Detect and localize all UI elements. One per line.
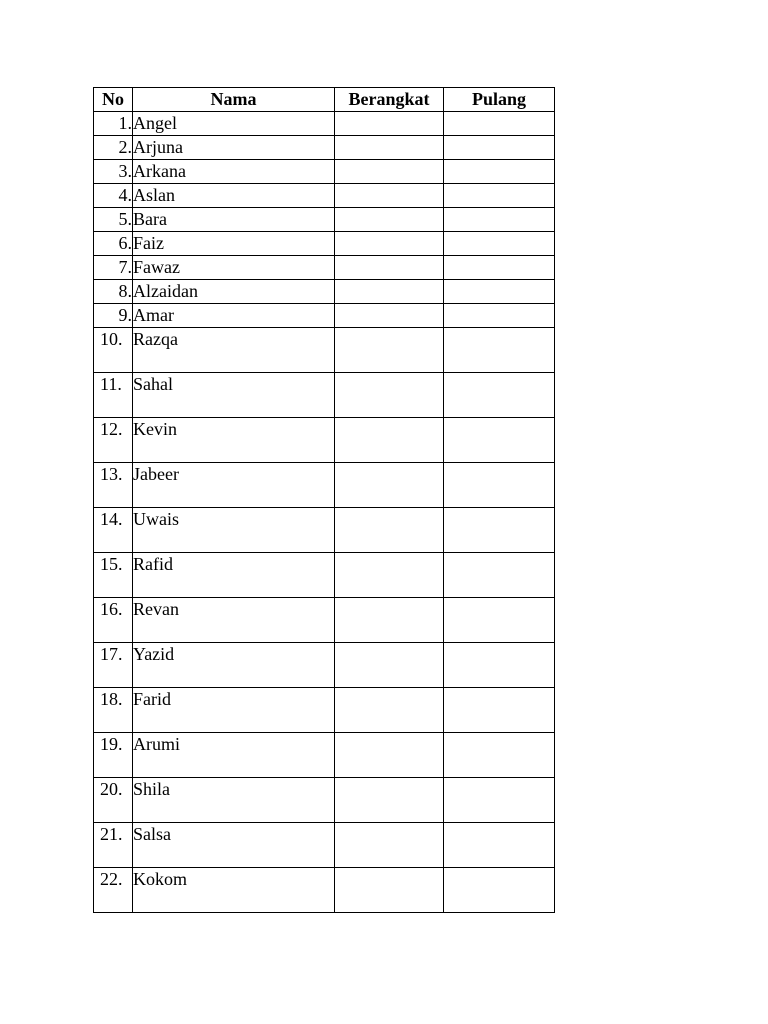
row-name-cell: Razqa: [133, 328, 335, 373]
row-name-cell: Kevin: [133, 418, 335, 463]
row-pulang-cell[interactable]: [444, 868, 555, 913]
table-header-row: [94, 88, 555, 112]
row-pulang-cell[interactable]: [444, 598, 555, 643]
table-row: [94, 688, 555, 733]
row-name-cell: Aslan: [133, 184, 335, 208]
row-number-cell: 1.: [94, 112, 133, 136]
row-number-cell: 8.: [94, 280, 133, 304]
row-name-cell: Salsa: [133, 823, 335, 868]
table-row: [94, 598, 555, 643]
table-row: [94, 304, 555, 328]
row-name-cell: Rafid: [133, 553, 335, 598]
row-number-cell: 16.: [94, 598, 133, 643]
row-berangkat-cell[interactable]: [335, 232, 444, 256]
row-pulang-cell[interactable]: [444, 688, 555, 733]
row-number-cell: 15.: [94, 553, 133, 598]
row-berangkat-cell[interactable]: [335, 208, 444, 232]
row-name-cell: Amar: [133, 304, 335, 328]
row-number-cell: 10.: [94, 328, 133, 373]
row-berangkat-cell[interactable]: [335, 553, 444, 598]
row-number-cell: 4.: [94, 184, 133, 208]
row-berangkat-cell[interactable]: [335, 184, 444, 208]
table-row: [94, 508, 555, 553]
row-berangkat-cell[interactable]: [335, 280, 444, 304]
table-row: [94, 112, 555, 136]
table-row: [94, 184, 555, 208]
table-row: [94, 160, 555, 184]
row-berangkat-cell[interactable]: [335, 733, 444, 778]
row-number-cell: 11.: [94, 373, 133, 418]
row-pulang-cell[interactable]: [444, 508, 555, 553]
table-row: [94, 823, 555, 868]
row-berangkat-cell[interactable]: [335, 508, 444, 553]
row-berangkat-cell[interactable]: [335, 643, 444, 688]
header-berangkat: Berangkat: [335, 88, 444, 112]
row-pulang-cell[interactable]: [444, 304, 555, 328]
table-row: [94, 208, 555, 232]
table-row: [94, 136, 555, 160]
row-number-cell: 14.: [94, 508, 133, 553]
row-name-cell: Angel: [133, 112, 335, 136]
row-number-cell: 18.: [94, 688, 133, 733]
row-berangkat-cell[interactable]: [335, 778, 444, 823]
table-row: [94, 733, 555, 778]
row-number-cell: 3.: [94, 160, 133, 184]
row-number-cell: 21.: [94, 823, 133, 868]
row-pulang-cell[interactable]: [444, 463, 555, 508]
table-row: [94, 463, 555, 508]
row-name-cell: Faiz: [133, 232, 335, 256]
row-pulang-cell[interactable]: [444, 112, 555, 136]
table-row: [94, 778, 555, 823]
row-berangkat-cell[interactable]: [335, 823, 444, 868]
header-nama: Nama: [133, 88, 335, 112]
row-berangkat-cell[interactable]: [335, 328, 444, 373]
row-pulang-cell[interactable]: [444, 184, 555, 208]
row-name-cell: Revan: [133, 598, 335, 643]
row-number-cell: 2.: [94, 136, 133, 160]
row-berangkat-cell[interactable]: [335, 136, 444, 160]
row-berangkat-cell[interactable]: [335, 304, 444, 328]
table-row: [94, 328, 555, 373]
row-name-cell: Arjuna: [133, 136, 335, 160]
row-name-cell: Jabeer: [133, 463, 335, 508]
row-name-cell: Uwais: [133, 508, 335, 553]
row-number-cell: 22.: [94, 868, 133, 913]
row-number-cell: 13.: [94, 463, 133, 508]
table-row: [94, 553, 555, 598]
row-berangkat-cell[interactable]: [335, 112, 444, 136]
row-name-cell: Yazid: [133, 643, 335, 688]
row-berangkat-cell[interactable]: [335, 160, 444, 184]
header-pulang: Pulang: [444, 88, 555, 112]
row-number-cell: 7.: [94, 256, 133, 280]
header-no: No: [94, 88, 133, 112]
row-name-cell: Sahal: [133, 373, 335, 418]
table-body: [94, 112, 555, 913]
table-row: [94, 418, 555, 463]
row-pulang-cell[interactable]: [444, 778, 555, 823]
row-berangkat-cell[interactable]: [335, 463, 444, 508]
row-name-cell: Alzaidan: [133, 280, 335, 304]
row-name-cell: Shila: [133, 778, 335, 823]
row-berangkat-cell[interactable]: [335, 598, 444, 643]
row-number-cell: 17.: [94, 643, 133, 688]
table-row: [94, 643, 555, 688]
row-name-cell: Farid: [133, 688, 335, 733]
table-row: [94, 868, 555, 913]
row-pulang-cell[interactable]: [444, 418, 555, 463]
row-berangkat-cell[interactable]: [335, 256, 444, 280]
row-berangkat-cell[interactable]: [335, 688, 444, 733]
row-pulang-cell[interactable]: [444, 280, 555, 304]
row-pulang-cell[interactable]: [444, 373, 555, 418]
row-name-cell: Fawaz: [133, 256, 335, 280]
row-pulang-cell[interactable]: [444, 328, 555, 373]
row-number-cell: 12.: [94, 418, 133, 463]
row-pulang-cell[interactable]: [444, 256, 555, 280]
row-number-cell: 5.: [94, 208, 133, 232]
row-pulang-cell[interactable]: [444, 208, 555, 232]
row-number-cell: 19.: [94, 733, 133, 778]
row-berangkat-cell[interactable]: [335, 418, 444, 463]
row-pulang-cell[interactable]: [444, 160, 555, 184]
row-name-cell: Kokom: [133, 868, 335, 913]
row-pulang-cell[interactable]: [444, 643, 555, 688]
row-name-cell: Arkana: [133, 160, 335, 184]
row-pulang-cell[interactable]: [444, 553, 555, 598]
row-pulang-cell[interactable]: [444, 733, 555, 778]
row-name-cell: Arumi: [133, 733, 335, 778]
row-number-cell: 9.: [94, 304, 133, 328]
row-number-cell: 6.: [94, 232, 133, 256]
row-pulang-cell[interactable]: [444, 136, 555, 160]
row-number-cell: 20.: [94, 778, 133, 823]
table-row: [94, 256, 555, 280]
table-row: [94, 232, 555, 256]
attendance-table: [93, 87, 555, 913]
row-name-cell: Bara: [133, 208, 335, 232]
table-row: [94, 280, 555, 304]
row-pulang-cell[interactable]: [444, 823, 555, 868]
row-berangkat-cell[interactable]: [335, 868, 444, 913]
row-berangkat-cell[interactable]: [335, 373, 444, 418]
row-pulang-cell[interactable]: [444, 232, 555, 256]
table-row: [94, 373, 555, 418]
